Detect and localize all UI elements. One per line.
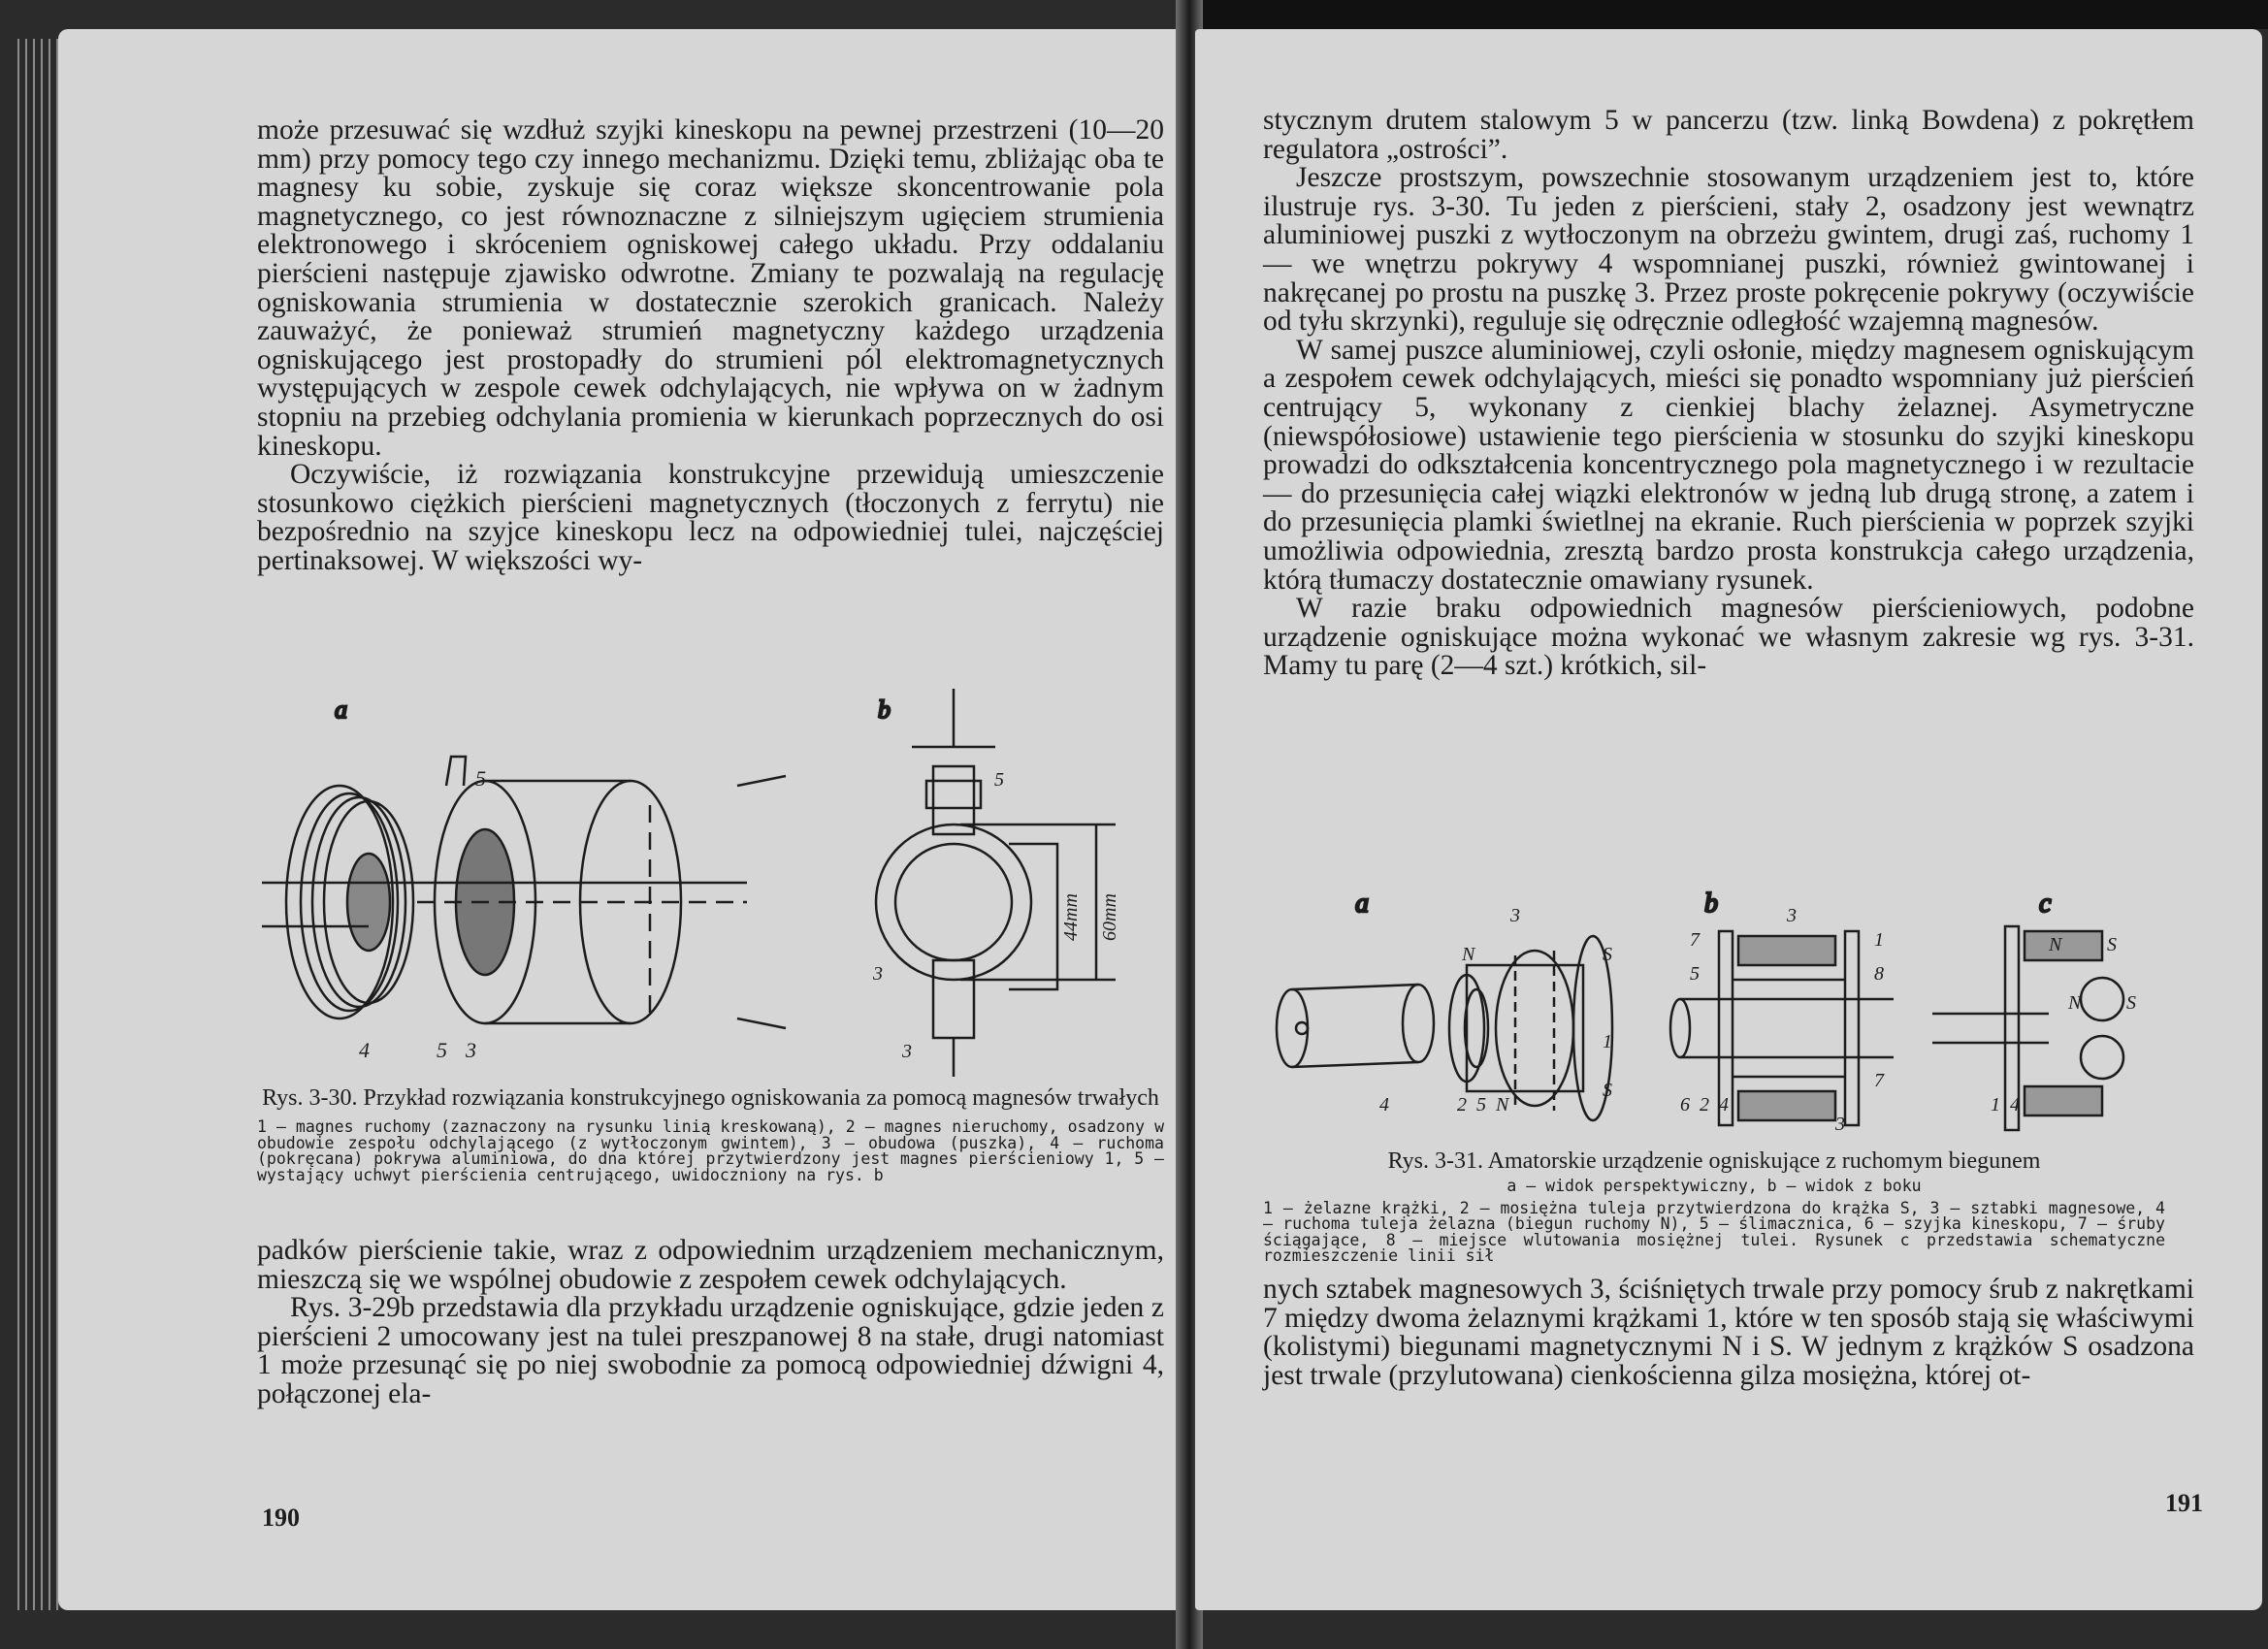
page-number: 191 bbox=[2165, 1489, 2203, 1517]
fig-label-a: a bbox=[1355, 889, 1369, 919]
caption-body: 1 — żelazne krążki, 2 — mosiężna tuleja przytwierdzona do krążka S, 3 — sztabki magnesowe, 4 — ruchoma tuleja żelazna (biegun ruchomy N), 5 — ślimacznica, 6 — szyjka kineskopu, 7 — śruby ściągające, 8 — miejsce wlutowania mosiężnej tulei. Rysunek c przedstawia schematyczne rozmieszczenie linii sił bbox=[1263, 1198, 2165, 1265]
fig-label: 4 bbox=[1379, 1094, 1389, 1116]
figure-3-30 bbox=[243, 669, 1174, 1086]
right-text-bottom bbox=[1263, 1276, 2194, 1390]
fig-label: S bbox=[1603, 944, 1612, 965]
fig-label: N bbox=[2068, 992, 2082, 1014]
right-text-top bbox=[1263, 107, 2194, 681]
fig-label: 2 bbox=[1700, 1094, 1709, 1116]
fig-label: 5 bbox=[475, 766, 486, 791]
fig-label: 4 bbox=[2010, 1094, 2020, 1116]
right-page bbox=[1195, 29, 2262, 1610]
fig-label: 4 bbox=[359, 1038, 370, 1062]
fig-label: 1 bbox=[1874, 929, 1884, 951]
fig-label-a: a bbox=[335, 695, 347, 724]
caption-body: 1 — magnes ruchomy (zaznaczony na rysunku linią kreskowaną), 2 — magnes nieruchomy, osadzony w obudowie zespołu odchylającego (z wytłoczonym gwintem), 3 — obudowa (puszka), 4 — ruchoma (pokręcana) pokrywa aluminiowa, do dna której przytwierdzony jest magnes pierścieniowy 1, 5 — wystający uchwyt pierścienia centrującego, uwidoczniony na rys. b bbox=[257, 1117, 1164, 1184]
fig-label: 5 bbox=[994, 769, 1004, 791]
paragraph: stycznym drutem stalowym 5 w pancerzu (tzw. linką Bowdena) z pokrętłem regulatora „ostrości”. bbox=[1263, 105, 2194, 165]
paragraph: nych sztabek magnesowych 3, ściśniętych trwale przy pomocy śrub z nakrętkami 7 między dwoma żelaznymi krążkami 1, które w ten sposób stają się właściwymi (kolistymi) biegunami magnetycznymi N i S. W jednym z krążków S osadzona jest trwale (przylutowana) cienkościenna gilza mosiężna, której ot- bbox=[1263, 1274, 2194, 1391]
paragraph: padków pierścienie takie, wraz z odpowiednim urządzeniem mechanicznym, mieszczą się we wspólnej obudowie z zespołem cewek odchylających. bbox=[257, 1235, 1164, 1295]
fig-label: S bbox=[2107, 934, 2117, 955]
left-page bbox=[58, 29, 1183, 1610]
fig-label: 5 bbox=[437, 1038, 447, 1062]
fig-label: N bbox=[1462, 944, 1475, 965]
scan-background bbox=[1195, 0, 2268, 29]
fig-label: 3 bbox=[1835, 1114, 1845, 1135]
paragraph: może przesuwać się wzdłuż szyjki kineskopu na pewnej przestrzeni (10—20 mm) przy pomocy tego czy innego mechanizmu. Dzięki temu, zbliżając oba te magnesy ku sobie, zyskuje się coraz większe skoncentrowanie pola magnetycznego, co jest równoznaczne z silniejszym ugięciem strumienia elektronowego i skróceniem ogniskowej całego układu. Przy oddalaniu pierścieni następuje zjawisko odwrotne. Zmiany te pozwalają na regulację ogniskowania strumienia w dostatecznie szerokich granicach. Należy zauważyć, że ponieważ strumień magnetyczny każdego urządzenia ogniskującego jest prostopadły do strumieni pól elektromagnetycznych występujących w zespole cewek odchylających, nie wpływa on w żadnym stopniu na przebieg odchylania promienia w kierunkach poprzecznych do osi kineskopu. bbox=[257, 114, 1164, 462]
fig-label: 1 bbox=[1991, 1094, 2000, 1116]
fig-label: 8 bbox=[1874, 963, 1884, 985]
fig-label: 1 bbox=[1603, 1031, 1612, 1052]
fig-label: 4 bbox=[1719, 1094, 1729, 1116]
fig-label: 3 bbox=[902, 1041, 912, 1062]
figure-3-31 bbox=[1273, 854, 2243, 1145]
caption-title: Rys. 3-30. Przykład rozwiązania konstrukcyjnego ogniskowania za pomocą magnesów trwałych bbox=[262, 1085, 1159, 1111]
fig-label-c: c bbox=[2039, 889, 2052, 919]
paragraph: Oczywiście, iż rozwiązania konstrukcyjne przewidują umieszczenie stosunkowo ciężkich pierścieni magnetycznych (tłoczonych z ferrytu) nie bezpośrednio na szyjce kineskopu lecz na odpowiedniej tulei, najczęściej pertinaksowej. W większości wy- bbox=[257, 459, 1164, 576]
paragraph: W razie braku odpowiednich magnesów pierścieniowych, podobne urządzenie ogniskujące można wykonać we własnym zakresie wg rys. 3-31. Mamy tu parę (2—4 szt.) krótkich, sil- bbox=[1263, 593, 2194, 682]
fig-label: 3 bbox=[1510, 905, 1520, 926]
fig-label: 2 bbox=[1457, 1094, 1467, 1116]
fig-label: N bbox=[1496, 1094, 1509, 1116]
left-text-bottom bbox=[257, 1237, 1164, 1409]
figure-caption bbox=[257, 1086, 1164, 1183]
fig-label: 3 bbox=[466, 1038, 476, 1062]
figure-caption bbox=[1263, 1149, 2165, 1265]
fig-label: S bbox=[1603, 1080, 1612, 1101]
fig-label: 3 bbox=[873, 963, 883, 985]
caption-subtitle: a — widok perspektywiczny, b — widok z boku bbox=[1507, 1177, 1922, 1195]
left-text-top bbox=[257, 116, 1164, 576]
fig-label-b: b bbox=[1704, 889, 1718, 919]
fig-label: 5 bbox=[1476, 1094, 1486, 1116]
paragraph: W samej puszce aluminiowej, czyli osłonie, między magnesem ogniskującym a zespołem cewek odchylających, mieści się ponadto wspomniany już pierścień centrujący 5, wykonany z cienkiej blachy żelaznej. Asymetryczne (niewspółosiowe) ustawienie tego pierścienia w stosunku do szyjki kineskopu prowadzi do odkształcenia koncentrycznego pola magnetycznego i w rezultacie — do przesunięcia całej wiązki elektronów w jedną lub drugą stronę, a zatem i do przesunięcia plamki świetlnej na ekranie. Ruch pierścienia w poprzek szyjki umożliwia odpowiednia, zresztą bardzo prosta konstrukcja całego urządzenia, którą tłumaczy dostatecznie omawiany rysunek. bbox=[1263, 334, 2194, 596]
fig-label-b: b bbox=[878, 695, 891, 724]
caption-title: Rys. 3-31. Amatorskie urządzenie ogniskujące z ruchomym biegunem bbox=[1387, 1148, 2041, 1174]
fig-label: 7 bbox=[1874, 1070, 1884, 1091]
fig-label: 3 bbox=[1787, 905, 1797, 926]
fig-label: 7 bbox=[1690, 929, 1700, 951]
fig-label: N bbox=[2049, 934, 2062, 955]
paragraph: Rys. 3-29b przedstawia dla przykładu urządzenie ogniskujące, gdzie jeden z pierścieni 2 umocowany jest na tulei preszpanowej 8 na stałe, drugi natomiast 1 może przesunąć się po niej swobodnie za pomocą odpowiedniej dźwigni 4, połączonej ela- bbox=[257, 1292, 1164, 1409]
fig-label: 5 bbox=[1690, 963, 1700, 985]
fig-dimension: 60mm bbox=[1099, 893, 1120, 941]
fig-dimension: 44mm bbox=[1060, 893, 1082, 941]
paragraph: Jeszcze prostszym, powszechnie stosowanym urządzeniem jest to, które ilustruje rys. 3-30. Tu jeden z pierścieni, stały 2, osadzony jest wewnątrz aluminiowej puszki z wytłoczonym na obrzeżu gwintem, drugi zaś, ruchomy 1 — we wnętrzu pokrywy 4 wspomnianej puszki, również gwintowanej i nakręcanej po prostu na puszkę 3. Przez proste pokręcenie pokrywy (oczywiście od tyłu skrzynki), reguluje się odręcznie odległość wzajemną magnesów. bbox=[1263, 162, 2194, 338]
fig-label: 6 bbox=[1680, 1094, 1690, 1116]
page-number: 190 bbox=[262, 1504, 300, 1532]
fig-label: S bbox=[2126, 992, 2136, 1014]
fig-b-labels bbox=[872, 769, 1120, 1062]
